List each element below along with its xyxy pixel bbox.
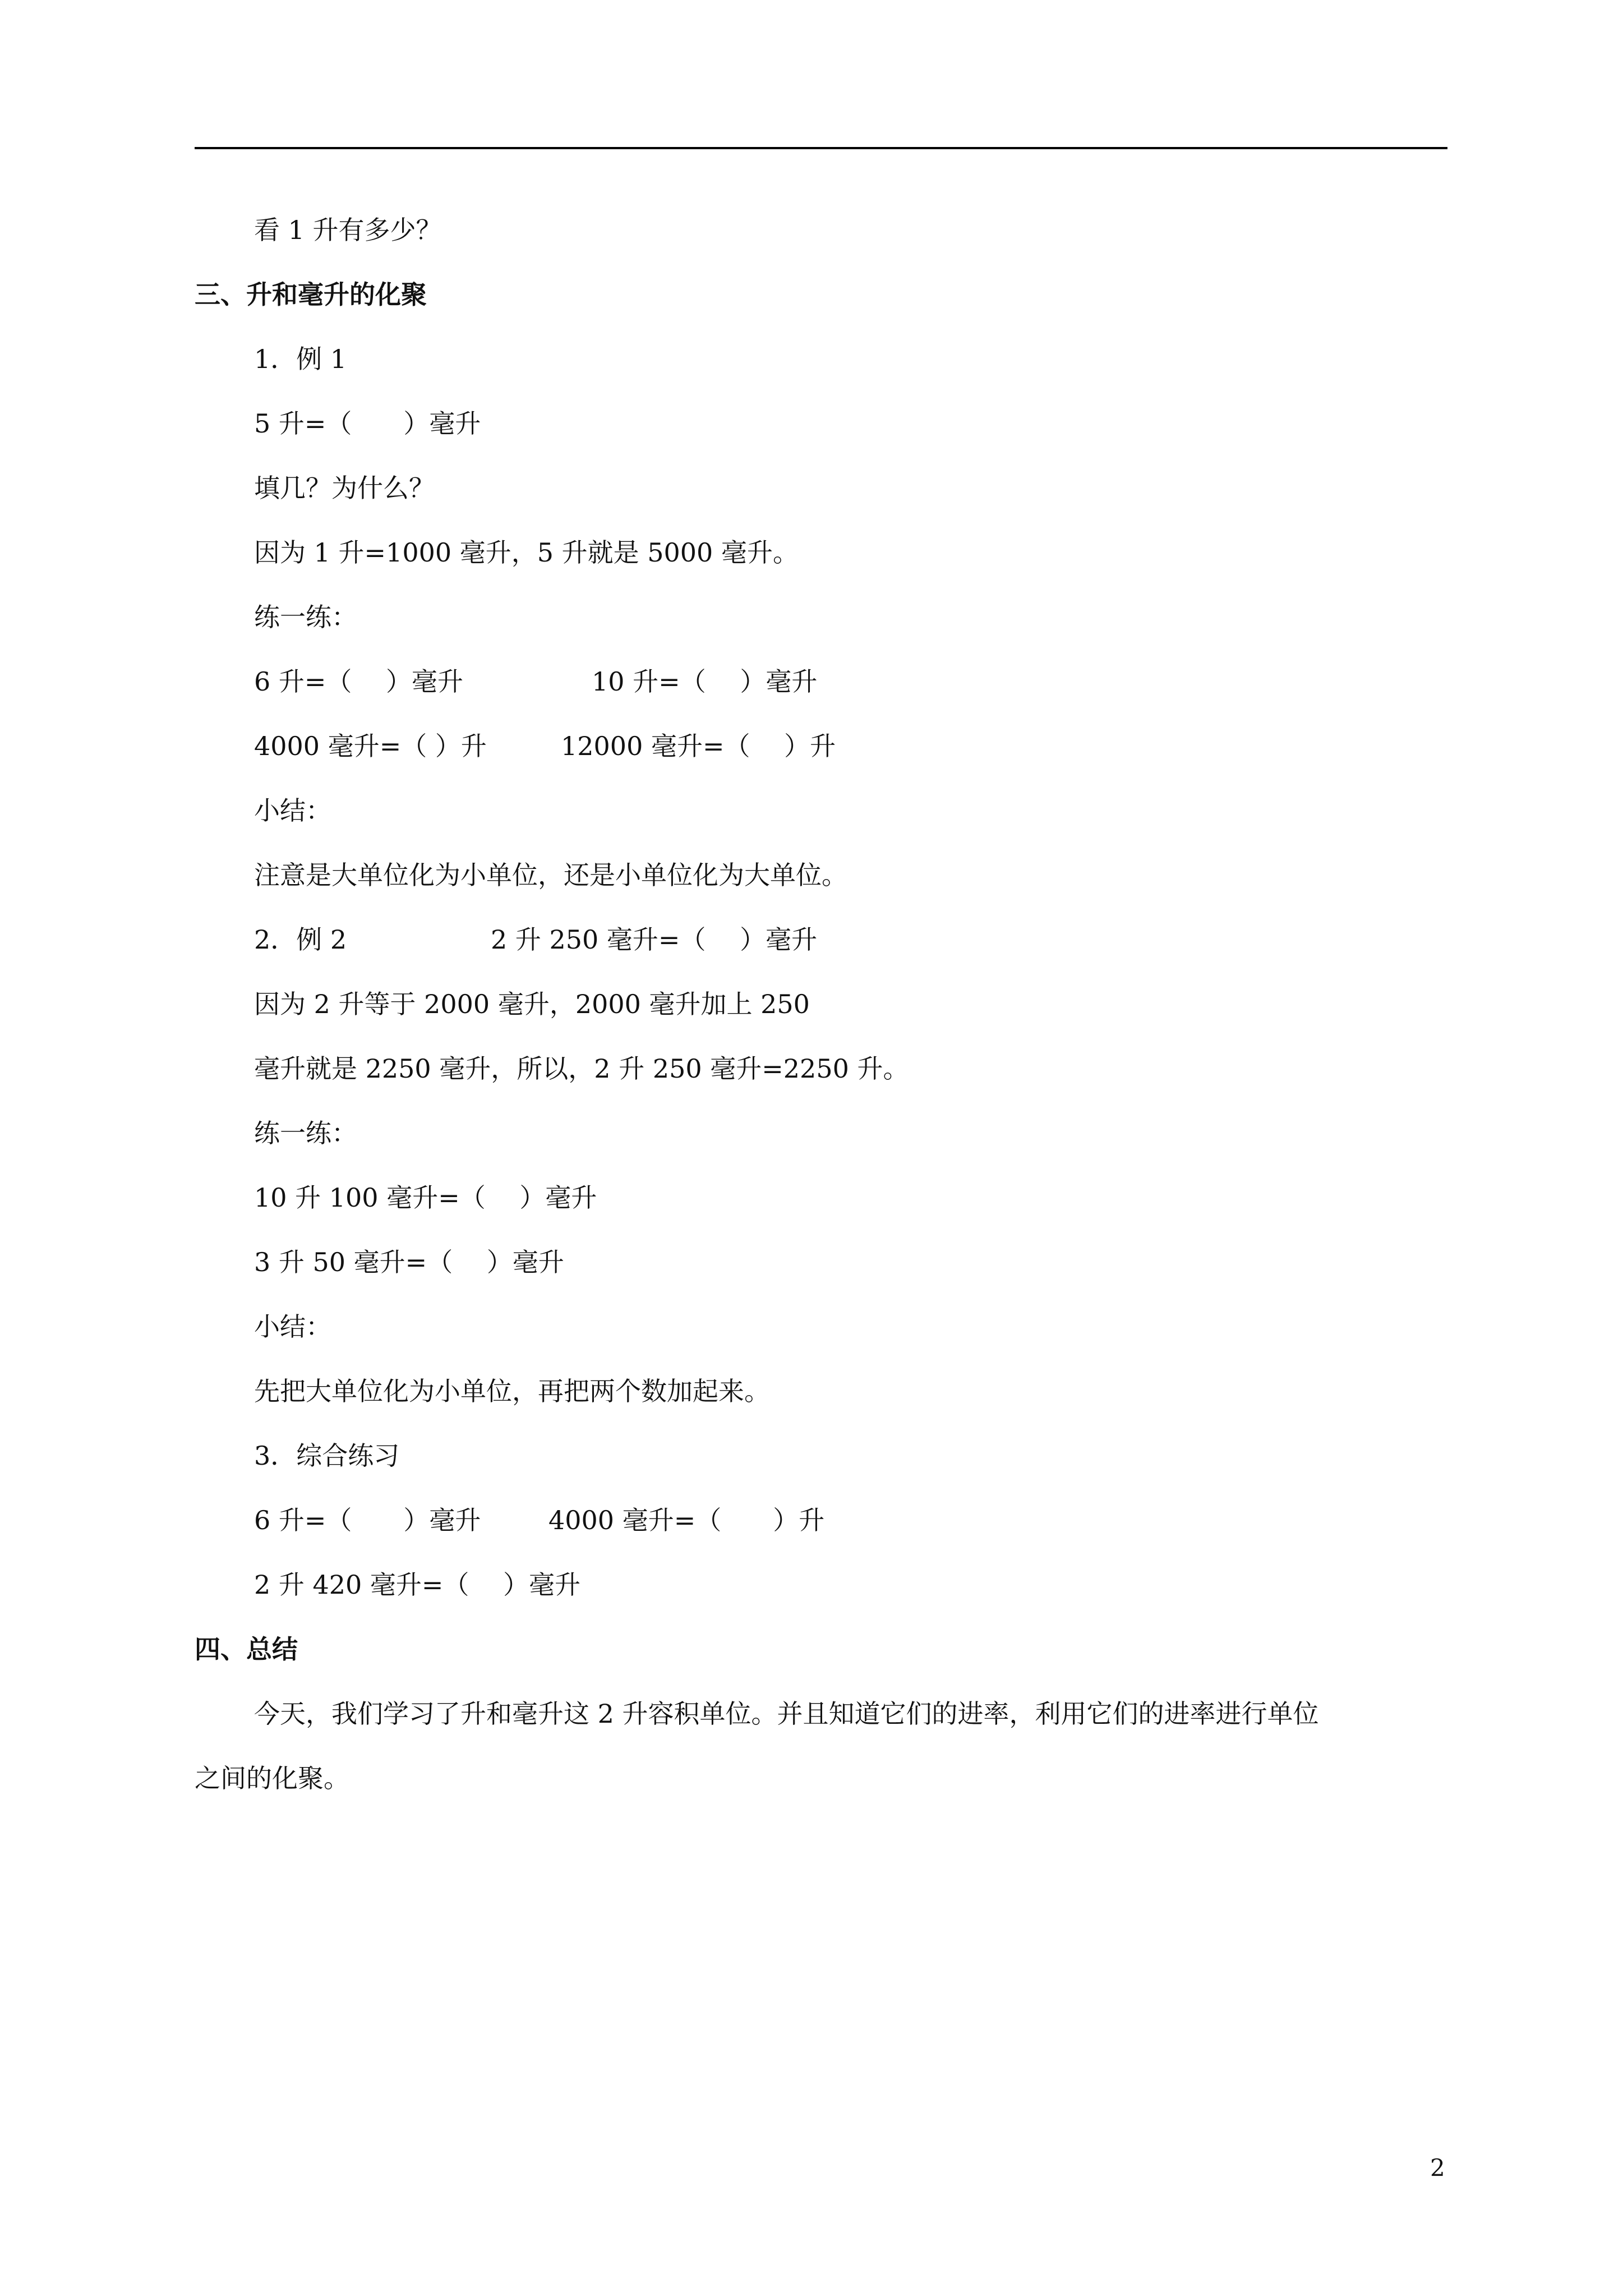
text-line: 毫升就是 2250 毫升，所以，2 升 250 毫升=2250 升。 xyxy=(254,1053,909,1084)
section-heading-4: 四、总结 xyxy=(195,1634,298,1664)
section-heading-3: 三、升和毫升的化聚 xyxy=(195,279,427,310)
exercise-item: 3 升 50 毫升=（ ）毫升 xyxy=(254,1247,564,1277)
practice-label: 练一练： xyxy=(254,1118,357,1148)
text-line: 之间的化聚。 xyxy=(195,1763,349,1793)
text-line: 填几？为什么？ xyxy=(254,473,435,503)
exercise-item: 6 升=（ ）毫升 xyxy=(254,1505,481,1535)
text-line: 因为 1 升=1000 毫升，5 升就是 5000 毫升。 xyxy=(254,537,799,568)
exercise-item: 10 升 100 毫升=（ ）毫升 xyxy=(254,1182,597,1213)
text-line: 5 升=（ ）毫升 xyxy=(254,408,481,439)
exercise-item: 12000 毫升=（ ）升 xyxy=(561,731,836,761)
text-line: 因为 2 升等于 2000 毫升，2000 毫升加上 250 xyxy=(254,989,810,1019)
text-line: 先把大单位化为小单位，再把两个数加起来。 xyxy=(254,1376,770,1406)
header-rule xyxy=(195,147,1447,149)
exercise-item: 4000 毫升=（ ）升 xyxy=(548,1505,825,1535)
exercise-item: 10 升=（ ）毫升 xyxy=(592,666,818,697)
exercise-item: 4000 毫升=（ ）升 xyxy=(254,731,487,761)
exercise-item: 2 升 420 毫升=（ ）毫升 xyxy=(254,1570,581,1600)
page-number: 2 xyxy=(1430,2154,1445,2182)
text-line: 看 1 升有多少？ xyxy=(254,215,442,245)
exercise-item: 2 升 250 毫升=（ ）毫升 xyxy=(491,924,818,955)
exercise-item: 6 升=（ ）毫升 xyxy=(254,666,464,697)
practice-label: 练一练： xyxy=(254,602,357,632)
exercise-heading: 3．综合练习 xyxy=(254,1441,400,1471)
example-1-label: 1．例 1 xyxy=(254,344,347,374)
summary-label: 小结： xyxy=(254,795,331,826)
text-line: 注意是大单位化为小单位，还是小单位化为大单位。 xyxy=(254,860,847,890)
example-2-label: 2．例 2 xyxy=(254,924,347,955)
text-line: 今天，我们学习了升和毫升这 2 升容积单位。并且知道它们的进率，利用它们的进率进行单位 xyxy=(254,1699,1319,1729)
summary-label: 小结： xyxy=(254,1312,331,1342)
